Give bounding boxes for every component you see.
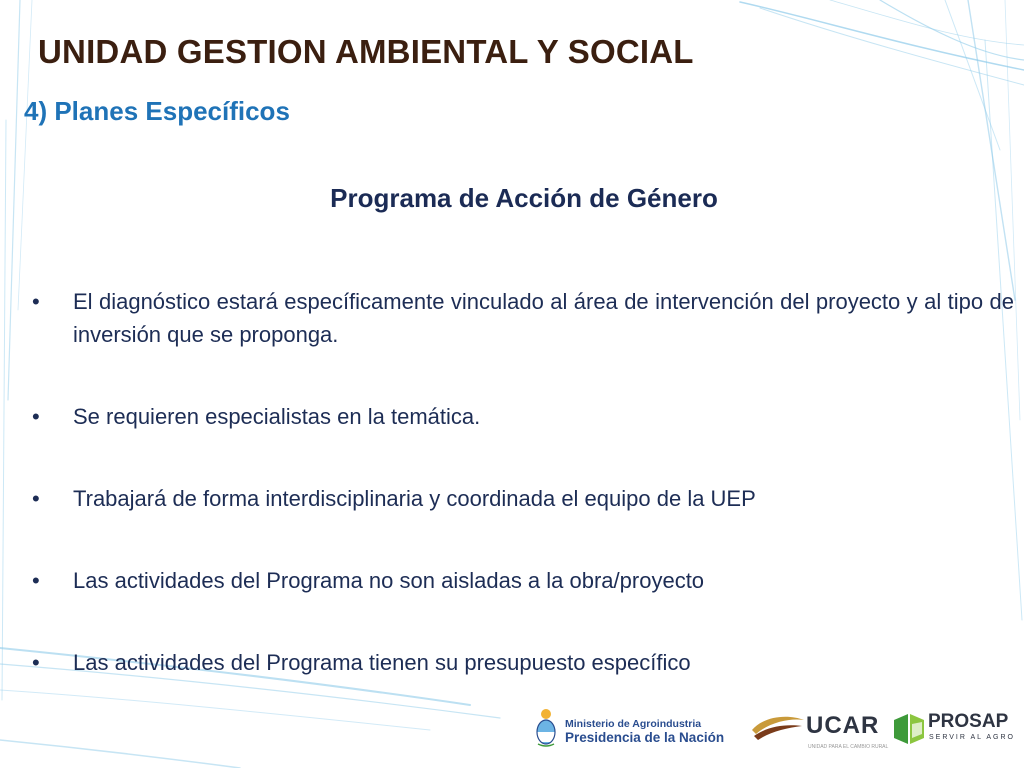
bullet-marker: • — [32, 486, 40, 511]
argentina-coat-of-arms-icon — [535, 708, 557, 748]
bullet-text: Las actividades del Programa tienen su presupuesto específico — [73, 650, 691, 675]
slide-subtitle: 4) Planes Específicos — [24, 96, 290, 126]
bullet-item — [30, 400, 1014, 433]
bullet-text: El diagnóstico estará específicamente vinculado al área de intervención del proyecto y al tipo de inversión que se proponga. — [73, 289, 1014, 347]
slide-title: UNIDAD GESTION AMBIENTAL Y SOCIAL — [38, 33, 694, 70]
bullet-marker: • — [32, 568, 40, 593]
bullet-text: Trabajará de forma interdisciplinaria y coordinada el equipo de la UEP — [73, 486, 756, 511]
ucar-tagline: UNIDAD PARA EL CAMBIO RURAL — [808, 744, 889, 750]
ucar-wordmark: UCAR — [806, 712, 880, 739]
bullet-marker: • — [32, 650, 40, 675]
ucar-swoosh-icon — [750, 714, 806, 742]
ministry-name: Ministerio de Agroindustria — [565, 718, 702, 730]
prosap-logo — [892, 708, 1015, 754]
presidency-name: Presidencia de la Nación — [565, 730, 725, 745]
bullet-item — [30, 285, 1014, 351]
bullet-list — [30, 285, 1014, 679]
prosap-wordmark: PROSAP — [928, 711, 1009, 732]
prosap-tagline: SERVIR AL AGRO — [929, 734, 1015, 741]
ministry-logo — [535, 708, 735, 748]
bullet-item — [30, 564, 1014, 597]
bullet-text: Las actividades del Programa no son aisladas a la obra/proyecto — [73, 568, 705, 593]
ucar-logo — [750, 708, 889, 754]
bullet-marker: • — [32, 404, 40, 429]
bullet-text: Se requieren especialistas en la temática. — [73, 404, 481, 429]
prosap-leaf-icon — [892, 712, 926, 746]
bullet-item — [30, 646, 1014, 679]
bullet-item — [30, 482, 1014, 515]
bullet-marker: • — [32, 289, 40, 314]
footer-logos — [0, 700, 1024, 768]
section-heading: Programa de Acción de Género — [330, 183, 718, 213]
